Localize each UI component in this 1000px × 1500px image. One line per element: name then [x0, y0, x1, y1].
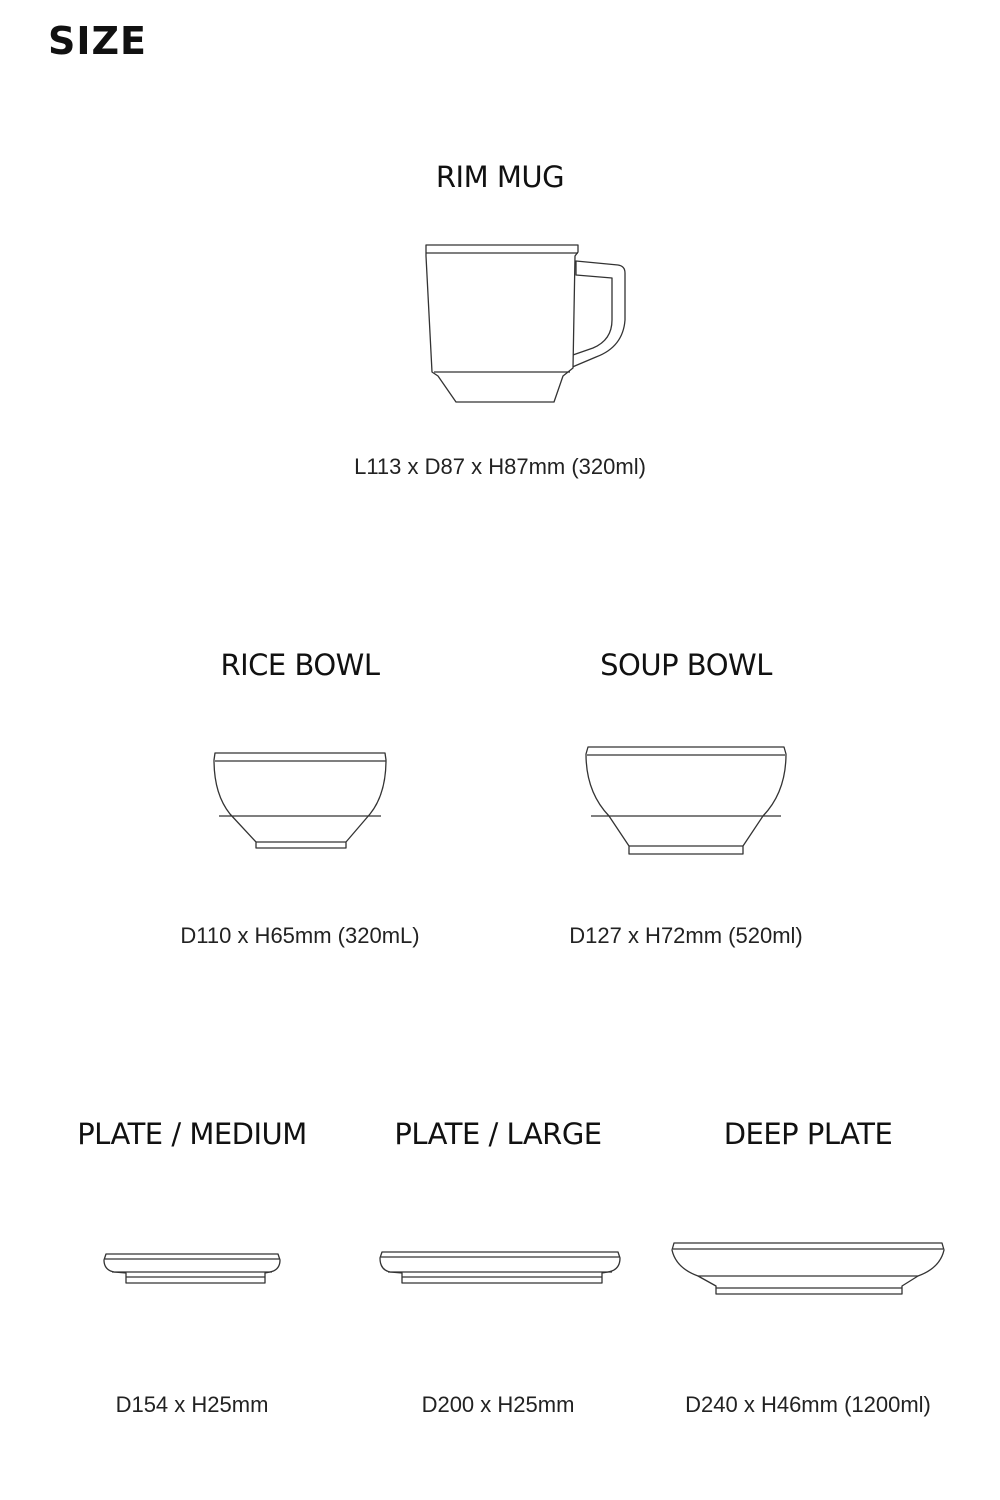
soup-bowl-drawing — [583, 742, 789, 858]
deep-plate-name: DEEP PLATE — [723, 1117, 893, 1151]
rim-mug-dims: L113 x D87 x H87mm (320ml) — [354, 454, 646, 479]
plate-medium-name: PLATE / MEDIUM — [77, 1117, 307, 1151]
rim-mug-name: RIM MUG — [435, 160, 565, 194]
deep-plate-dims: D240 x H46mm (1200ml) — [685, 1392, 931, 1417]
soup-bowl-dims: D127 x H72mm (520ml) — [569, 923, 803, 948]
plate-large-dims: D200 x H25mm — [421, 1392, 575, 1417]
plate-large-name: PLATE / LARGE — [394, 1117, 602, 1151]
rim-mug-drawing — [418, 240, 628, 405]
rice-bowl-name: RICE BOWL — [220, 648, 380, 682]
plate-large-drawing — [376, 1246, 624, 1288]
deep-plate-drawing — [668, 1238, 948, 1300]
soup-bowl-name: SOUP BOWL — [600, 648, 772, 682]
rice-bowl-drawing — [210, 748, 390, 854]
page-title: SIZE — [48, 19, 148, 63]
rice-bowl-dims: D110 x H65mm (320mL) — [180, 923, 420, 948]
plate-medium-dims: D154 x H25mm — [115, 1392, 269, 1417]
plate-medium-drawing — [100, 1248, 284, 1288]
